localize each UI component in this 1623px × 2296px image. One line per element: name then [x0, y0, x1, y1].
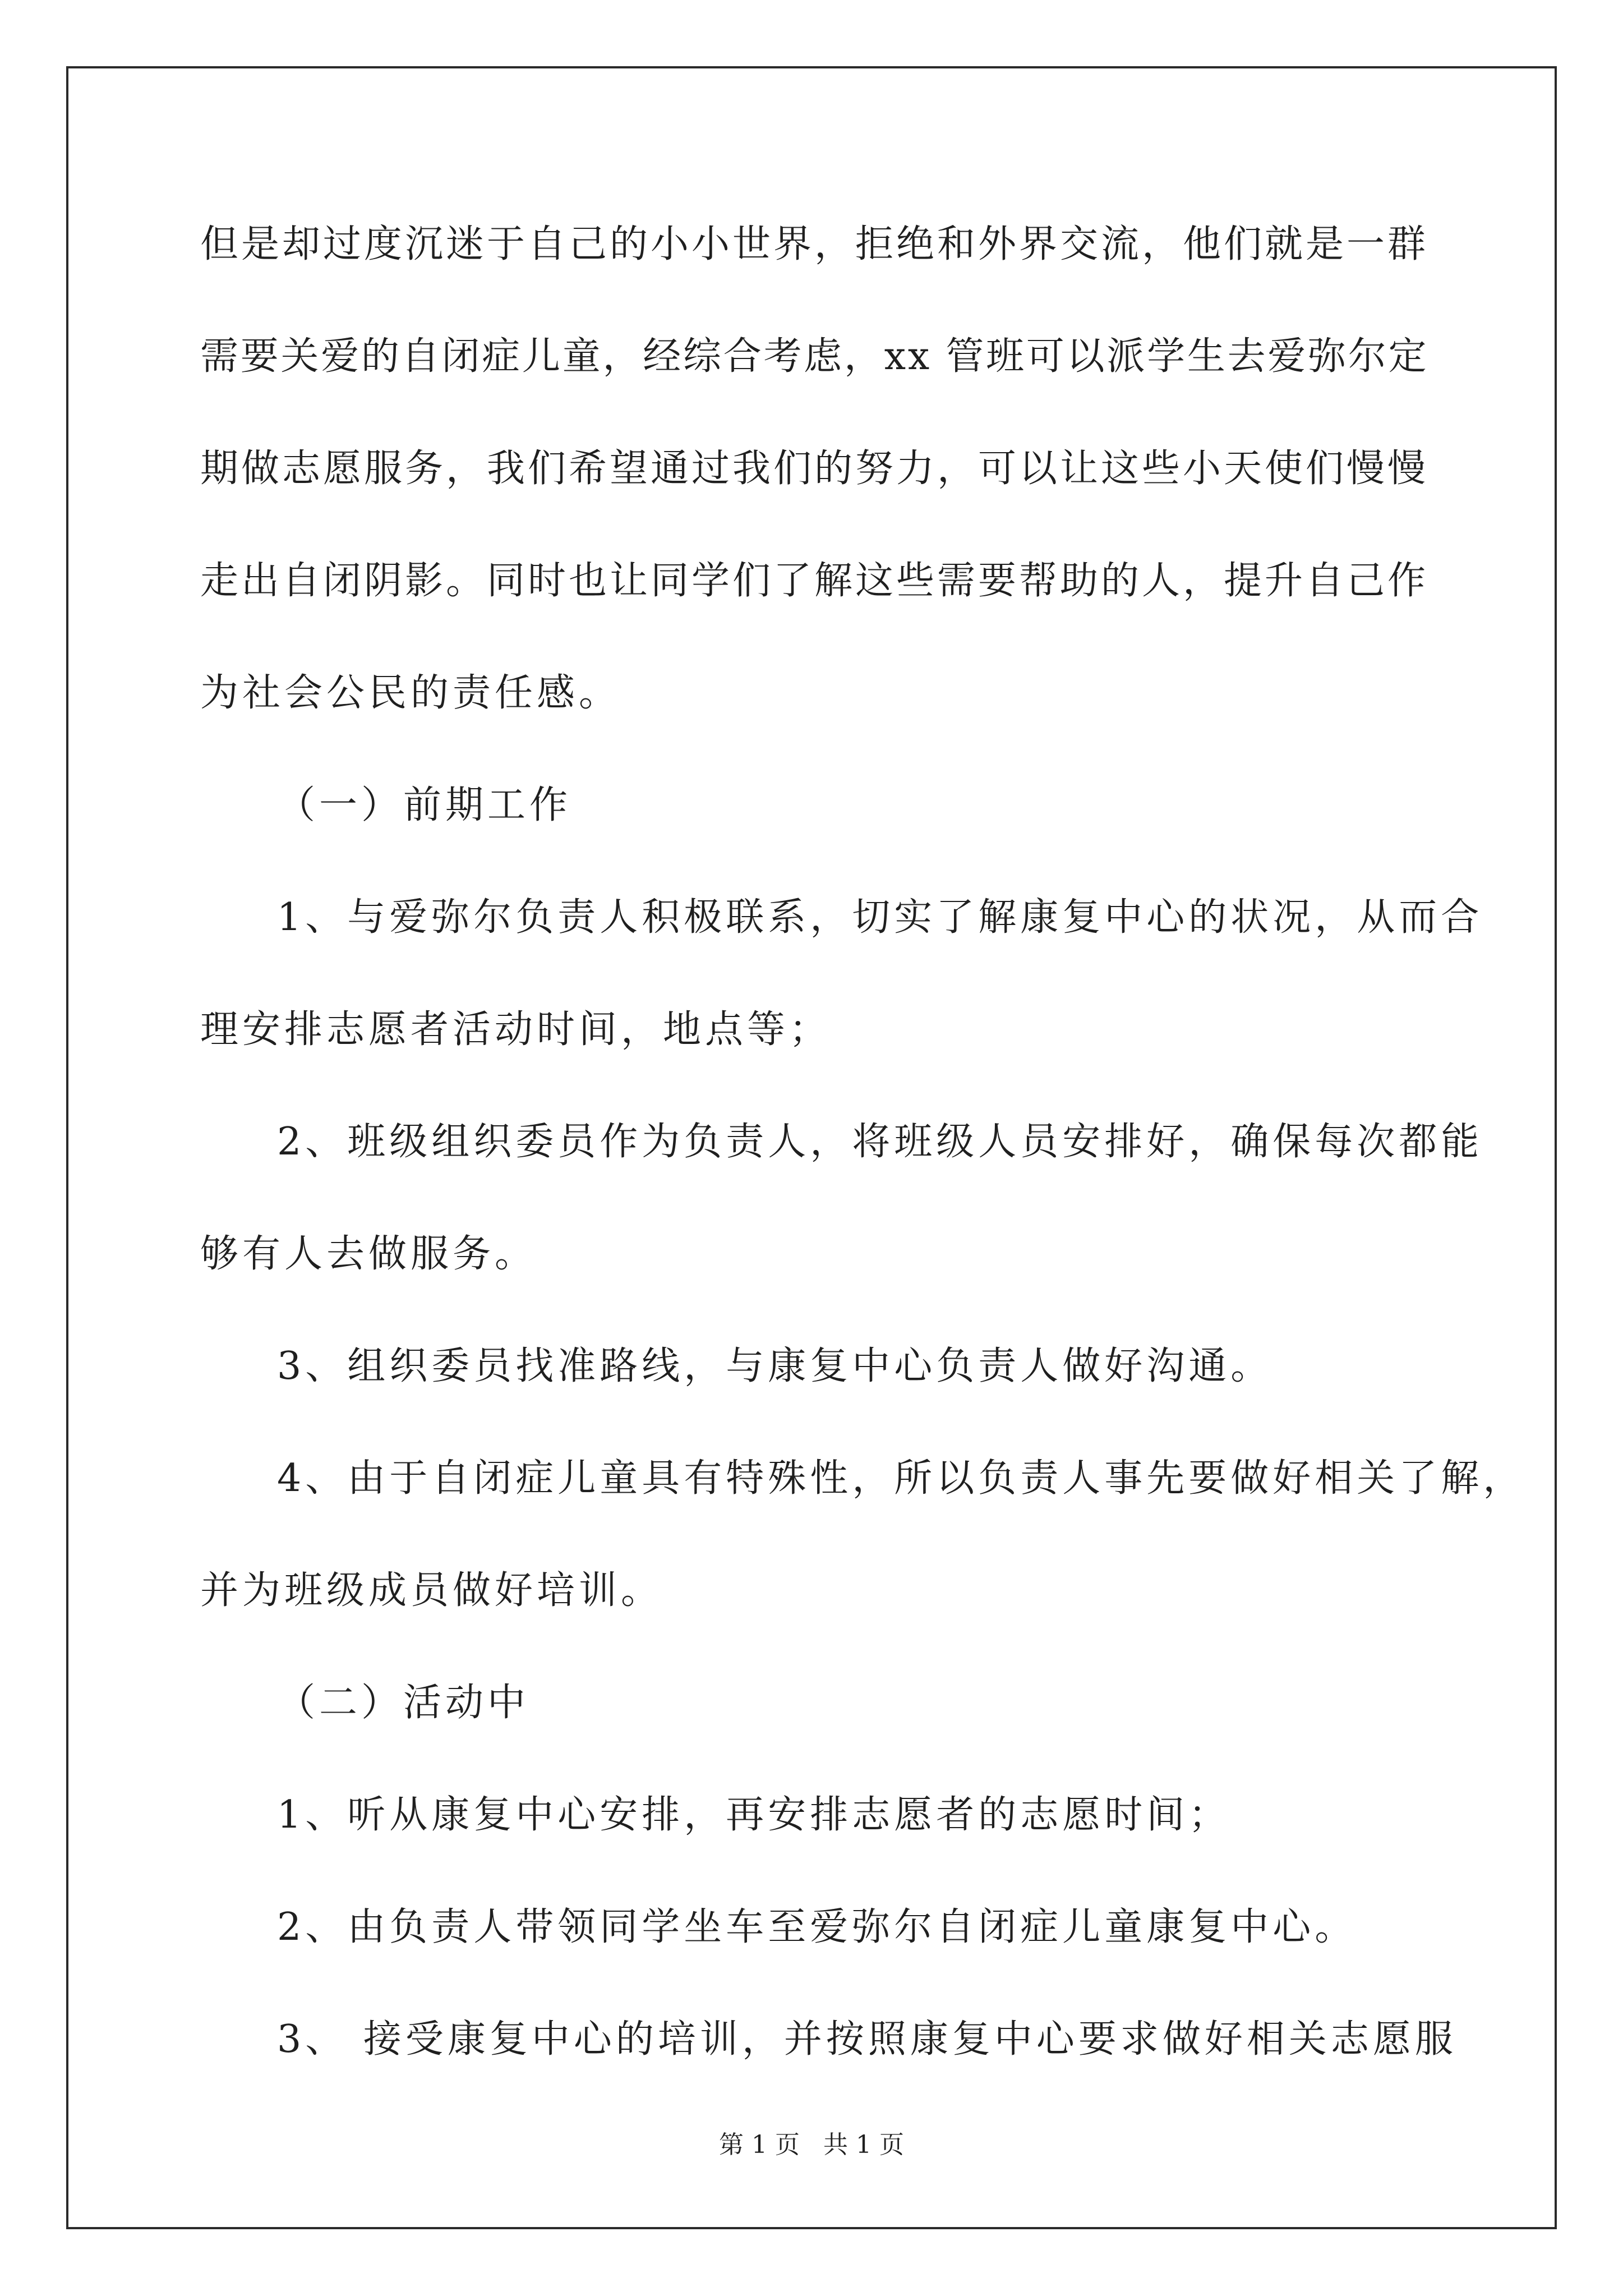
- paragraph-line: 1、听从康复中心安排，再安排志愿者的志愿时间；: [277, 1793, 1231, 1837]
- section-heading: （二）活动中: [277, 1681, 530, 1725]
- paragraph-line: 但是却过度沉迷于自己的小小世界，拒绝和外界交流，他们就是一群: [200, 222, 1429, 266]
- section-heading: （一）前期工作: [277, 783, 572, 827]
- paragraph-line: 4、由于自闭症儿童具有特殊性，所以负责人事先要做好相关了解，: [277, 1456, 1525, 1501]
- page-number: 第 1 页: [719, 2131, 800, 2159]
- paragraph-line: 并为班级成员做好培训。: [200, 1568, 663, 1613]
- paragraph-line: 为社会公民的责任感。: [200, 671, 621, 715]
- paragraph-line: 期做志愿服务，我们希望通过我们的努力，可以让这些小天使们慢慢: [200, 447, 1429, 491]
- paragraph-line: 2、班级组织委员作为负责人，将班级人员安排好，确保每次都能: [277, 1120, 1483, 1164]
- paragraph-line: 需要关爱的自闭症儿童，经综合考虑，xx 管班可以派学生去爱弥尔定: [200, 334, 1429, 379]
- page-footer: [0, 2128, 1623, 2162]
- paragraph-line: 3、 接受康复中心的培训，并按照康复中心要求做好相关志愿服: [277, 2017, 1457, 2062]
- paragraph-line: 够有人去做服务。: [200, 1232, 537, 1276]
- page-total: 共 1 页: [823, 2131, 904, 2159]
- paragraph-line: 3、组织委员找准路线，与康复中心负责人做好沟通。: [277, 1344, 1273, 1388]
- paragraph-line: 走出自闭阴影。同时也让同学们了解这些需要帮助的人，提升自己作: [200, 559, 1429, 603]
- paragraph-line: 1、与爱弥尔负责人积极联系，切实了解康复中心的状况，从而合: [277, 895, 1483, 940]
- paragraph-line: 2、由负责人带领同学坐车至爱弥尔自闭症儿童康复中心。: [277, 1905, 1357, 1949]
- paragraph-line: 理安排志愿者活动时间，地点等；: [200, 1007, 832, 1052]
